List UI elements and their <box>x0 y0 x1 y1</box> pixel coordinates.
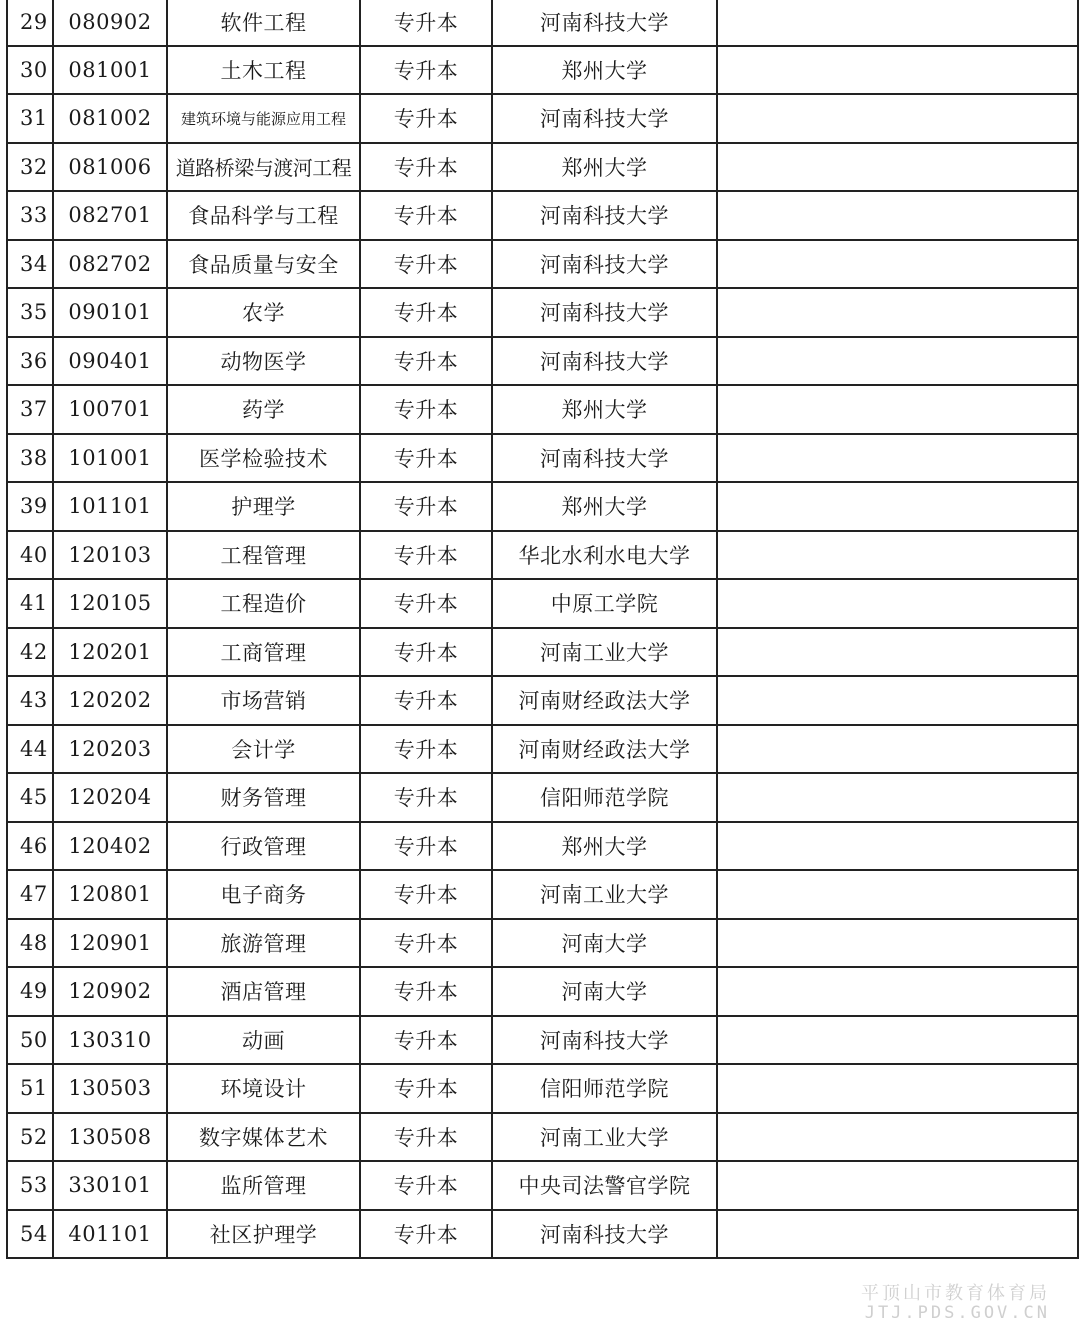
table-row <box>7 434 1078 483</box>
program-code-cell: 120201 <box>53 628 167 677</box>
school-name-cell: 河南科技大学 <box>492 94 717 143</box>
remarks-cell <box>717 967 1078 1016</box>
program-code-cell: 120801 <box>53 870 167 919</box>
program-level-cell: 专升本 <box>360 385 492 434</box>
program-level-cell: 专升本 <box>360 628 492 677</box>
program-name-cell: 行政管理 <box>167 822 360 871</box>
remarks-cell <box>717 0 1078 46</box>
program-name-cell: 药学 <box>167 385 360 434</box>
school-name-cell: 郑州大学 <box>492 46 717 95</box>
school-name-cell: 中央司法警官学院 <box>492 1161 717 1210</box>
program-name-cell: 道路桥梁与渡河工程 <box>167 143 360 192</box>
school-name-cell: 河南科技大学 <box>492 0 717 46</box>
program-name-cell: 工程造价 <box>167 579 360 628</box>
row-number-cell: 33 <box>7 191 53 240</box>
watermark-org: 平顶山市教育体育局 <box>861 1282 1050 1304</box>
program-table <box>6 0 1079 1259</box>
program-level-cell: 专升本 <box>360 725 492 774</box>
program-code-cell: 090401 <box>53 337 167 386</box>
program-name-cell: 工商管理 <box>167 628 360 677</box>
program-level-cell: 专升本 <box>360 1210 492 1259</box>
table-row <box>7 1210 1078 1259</box>
program-code-cell: 120105 <box>53 579 167 628</box>
remarks-cell <box>717 676 1078 725</box>
program-name-cell: 土木工程 <box>167 46 360 95</box>
program-code-cell: 330101 <box>53 1161 167 1210</box>
table-row <box>7 676 1078 725</box>
school-name-cell: 河南工业大学 <box>492 1113 717 1162</box>
program-level-cell: 专升本 <box>360 579 492 628</box>
table-row <box>7 773 1078 822</box>
program-code-cell: 130503 <box>53 1064 167 1113</box>
table-row <box>7 870 1078 919</box>
remarks-cell <box>717 1113 1078 1162</box>
row-number-cell: 36 <box>7 337 53 386</box>
remarks-cell <box>717 385 1078 434</box>
remarks-cell <box>717 288 1078 337</box>
program-level-cell: 专升本 <box>360 46 492 95</box>
program-name-cell: 酒店管理 <box>167 967 360 1016</box>
table-row <box>7 385 1078 434</box>
school-name-cell: 郑州大学 <box>492 482 717 531</box>
program-code-cell: 082701 <box>53 191 167 240</box>
table-row <box>7 191 1078 240</box>
program-name-cell: 工程管理 <box>167 531 360 580</box>
program-code-cell: 120203 <box>53 725 167 774</box>
school-name-cell: 郑州大学 <box>492 385 717 434</box>
program-level-cell: 专升本 <box>360 1113 492 1162</box>
table-row <box>7 240 1078 289</box>
remarks-cell <box>717 773 1078 822</box>
row-number-cell: 50 <box>7 1016 53 1065</box>
row-number-cell: 30 <box>7 46 53 95</box>
school-name-cell: 信阳师范学院 <box>492 1064 717 1113</box>
school-name-cell: 河南科技大学 <box>492 1210 717 1259</box>
school-name-cell: 河南科技大学 <box>492 337 717 386</box>
program-level-cell: 专升本 <box>360 1016 492 1065</box>
table-row <box>7 337 1078 386</box>
remarks-cell <box>717 725 1078 774</box>
row-number-cell: 42 <box>7 628 53 677</box>
remarks-cell <box>717 191 1078 240</box>
table-row <box>7 94 1078 143</box>
school-name-cell: 河南大学 <box>492 919 717 968</box>
remarks-cell <box>717 46 1078 95</box>
program-level-cell: 专升本 <box>360 191 492 240</box>
program-name-cell: 软件工程 <box>167 0 360 46</box>
row-number-cell: 46 <box>7 822 53 871</box>
table-row <box>7 579 1078 628</box>
school-name-cell: 郑州大学 <box>492 822 717 871</box>
remarks-cell <box>717 1016 1078 1065</box>
row-number-cell: 53 <box>7 1161 53 1210</box>
program-name-cell: 旅游管理 <box>167 919 360 968</box>
program-level-cell: 专升本 <box>360 1064 492 1113</box>
table-row <box>7 1016 1078 1065</box>
remarks-cell <box>717 434 1078 483</box>
school-name-cell: 河南科技大学 <box>492 434 717 483</box>
program-name-cell: 数字媒体艺术 <box>167 1113 360 1162</box>
row-number-cell: 32 <box>7 143 53 192</box>
table-row <box>7 822 1078 871</box>
row-number-cell: 40 <box>7 531 53 580</box>
program-level-cell: 专升本 <box>360 967 492 1016</box>
school-name-cell: 信阳师范学院 <box>492 773 717 822</box>
school-name-cell: 河南科技大学 <box>492 191 717 240</box>
program-code-cell: 120202 <box>53 676 167 725</box>
program-level-cell: 专升本 <box>360 337 492 386</box>
program-name-cell: 动画 <box>167 1016 360 1065</box>
program-code-cell: 101101 <box>53 482 167 531</box>
program-name-cell: 财务管理 <box>167 773 360 822</box>
row-number-cell: 38 <box>7 434 53 483</box>
table-row <box>7 482 1078 531</box>
row-number-cell: 43 <box>7 676 53 725</box>
program-name-cell: 社区护理学 <box>167 1210 360 1259</box>
school-name-cell: 河南财经政法大学 <box>492 676 717 725</box>
row-number-cell: 48 <box>7 919 53 968</box>
table-row <box>7 46 1078 95</box>
program-level-cell: 专升本 <box>360 482 492 531</box>
program-name-cell: 建筑环境与能源应用工程 <box>167 94 360 143</box>
program-name-cell: 护理学 <box>167 482 360 531</box>
program-code-cell: 120902 <box>53 967 167 1016</box>
row-number-cell: 35 <box>7 288 53 337</box>
table-row <box>7 1161 1078 1210</box>
program-level-cell: 专升本 <box>360 822 492 871</box>
program-code-cell: 120901 <box>53 919 167 968</box>
table-row <box>7 288 1078 337</box>
row-number-cell: 47 <box>7 870 53 919</box>
row-number-cell: 39 <box>7 482 53 531</box>
row-number-cell: 54 <box>7 1210 53 1259</box>
school-name-cell: 中原工学院 <box>492 579 717 628</box>
school-name-cell: 郑州大学 <box>492 143 717 192</box>
row-number-cell: 52 <box>7 1113 53 1162</box>
row-number-cell: 44 <box>7 725 53 774</box>
remarks-cell <box>717 1210 1078 1259</box>
program-code-cell: 120103 <box>53 531 167 580</box>
program-code-cell: 120204 <box>53 773 167 822</box>
table-row <box>7 143 1078 192</box>
program-name-cell: 环境设计 <box>167 1064 360 1113</box>
watermark <box>861 1284 1050 1324</box>
program-level-cell: 专升本 <box>360 0 492 46</box>
program-code-cell: 090101 <box>53 288 167 337</box>
program-code-cell: 120402 <box>53 822 167 871</box>
table-row <box>7 919 1078 968</box>
program-code-cell: 081006 <box>53 143 167 192</box>
program-code-cell: 101001 <box>53 434 167 483</box>
remarks-cell <box>717 531 1078 580</box>
row-number-cell: 31 <box>7 94 53 143</box>
remarks-cell <box>717 94 1078 143</box>
school-name-cell: 河南科技大学 <box>492 1016 717 1065</box>
program-level-cell: 专升本 <box>360 143 492 192</box>
program-code-cell: 130508 <box>53 1113 167 1162</box>
school-name-cell: 河南财经政法大学 <box>492 725 717 774</box>
program-code-cell: 100701 <box>53 385 167 434</box>
program-name-cell: 监所管理 <box>167 1161 360 1210</box>
row-number-cell: 37 <box>7 385 53 434</box>
program-level-cell: 专升本 <box>360 288 492 337</box>
table-row <box>7 967 1078 1016</box>
school-name-cell: 河南科技大学 <box>492 240 717 289</box>
row-number-cell: 51 <box>7 1064 53 1113</box>
program-level-cell: 专升本 <box>360 240 492 289</box>
program-level-cell: 专升本 <box>360 94 492 143</box>
program-name-cell: 电子商务 <box>167 870 360 919</box>
program-level-cell: 专升本 <box>360 531 492 580</box>
table-row <box>7 725 1078 774</box>
school-name-cell: 河南工业大学 <box>492 628 717 677</box>
program-name-cell: 会计学 <box>167 725 360 774</box>
watermark-url: JTJ.PDS.GOV.CN <box>864 1303 1050 1324</box>
program-name-cell: 动物医学 <box>167 337 360 386</box>
remarks-cell <box>717 870 1078 919</box>
remarks-cell <box>717 1064 1078 1113</box>
table-row <box>7 1113 1078 1162</box>
school-name-cell: 河南大学 <box>492 967 717 1016</box>
remarks-cell <box>717 240 1078 289</box>
table-row <box>7 0 1078 46</box>
remarks-cell <box>717 919 1078 968</box>
row-number-cell: 49 <box>7 967 53 1016</box>
program-level-cell: 专升本 <box>360 676 492 725</box>
program-code-cell: 081002 <box>53 94 167 143</box>
program-level-cell: 专升本 <box>360 434 492 483</box>
remarks-cell <box>717 1161 1078 1210</box>
program-name-cell: 医学检验技术 <box>167 434 360 483</box>
program-level-cell: 专升本 <box>360 919 492 968</box>
row-number-cell: 34 <box>7 240 53 289</box>
program-code-cell: 082702 <box>53 240 167 289</box>
remarks-cell <box>717 143 1078 192</box>
remarks-cell <box>717 482 1078 531</box>
program-name-cell: 食品科学与工程 <box>167 191 360 240</box>
school-name-cell: 河南科技大学 <box>492 288 717 337</box>
remarks-cell <box>717 628 1078 677</box>
program-code-cell: 080902 <box>53 0 167 46</box>
remarks-cell <box>717 822 1078 871</box>
school-name-cell: 河南工业大学 <box>492 870 717 919</box>
program-level-cell: 专升本 <box>360 773 492 822</box>
program-code-cell: 401101 <box>53 1210 167 1259</box>
remarks-cell <box>717 337 1078 386</box>
school-name-cell: 华北水利水电大学 <box>492 531 717 580</box>
row-number-cell: 29 <box>7 0 53 46</box>
program-name-cell: 食品质量与安全 <box>167 240 360 289</box>
program-level-cell: 专升本 <box>360 870 492 919</box>
table-row <box>7 628 1078 677</box>
program-code-cell: 130310 <box>53 1016 167 1065</box>
program-name-cell: 农学 <box>167 288 360 337</box>
remarks-cell <box>717 579 1078 628</box>
program-code-cell: 081001 <box>53 46 167 95</box>
program-name-cell: 市场营销 <box>167 676 360 725</box>
program-level-cell: 专升本 <box>360 1161 492 1210</box>
table-body <box>7 0 1078 1258</box>
row-number-cell: 41 <box>7 579 53 628</box>
table-row <box>7 1064 1078 1113</box>
table-row <box>7 531 1078 580</box>
row-number-cell: 45 <box>7 773 53 822</box>
